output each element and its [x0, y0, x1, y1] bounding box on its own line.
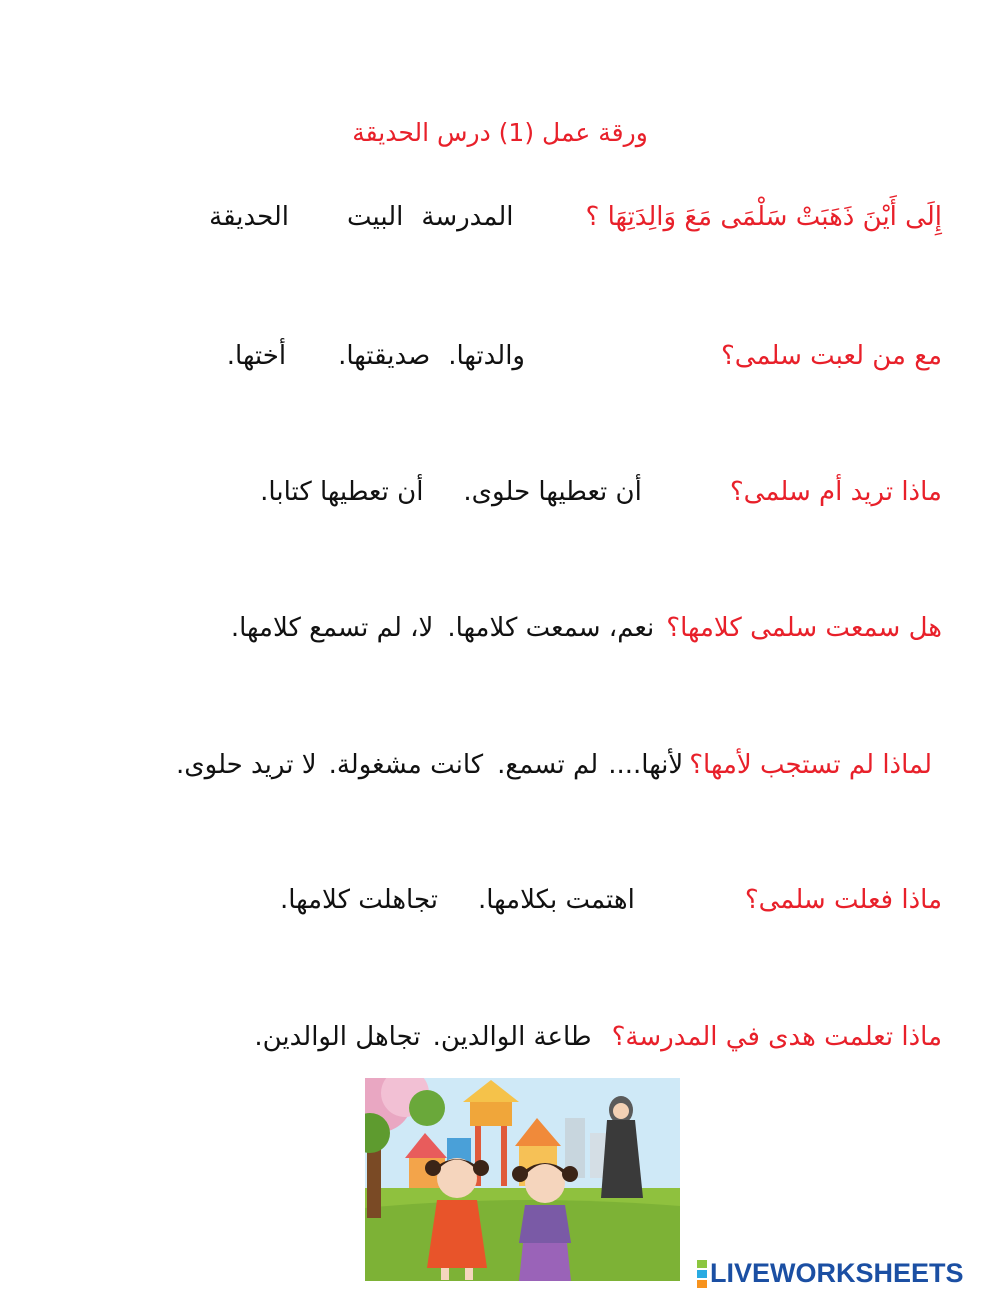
answer-option[interactable]: صديقتها. — [338, 341, 431, 371]
answer-option[interactable]: اهتمت بكلامها. — [478, 885, 635, 915]
question-text: هل سمعت سلمى كلامها؟ — [666, 613, 942, 643]
question-text: لماذا لم تستجب لأمها؟ — [689, 750, 932, 780]
question-text: ماذا فعلت سلمى؟ — [744, 885, 942, 915]
answer-option[interactable]: تجاهلت كلامها. — [279, 885, 438, 915]
answer-option[interactable]: الحديقة — [209, 202, 290, 232]
answer-option[interactable]: المدرسة — [421, 202, 514, 232]
park-illustration — [365, 1078, 680, 1281]
question-row-3 — [260, 477, 942, 507]
liveworksheets-icon — [697, 1259, 707, 1289]
answer-option[interactable]: لا، لم تسمع كلامها. — [230, 613, 434, 643]
question-row-7 — [254, 1022, 942, 1052]
answer-option[interactable]: نعم، سمعت كلامها. — [447, 613, 655, 643]
liveworksheets-logo — [697, 1258, 964, 1289]
question-row-5 — [176, 750, 932, 780]
question-text: ماذا تريد أم سلمى؟ — [729, 477, 942, 507]
answer-option[interactable]: البيت — [347, 202, 404, 232]
brand-text: LIVEWORKSHEETS — [710, 1258, 964, 1288]
answer-option[interactable]: لم تسمع. — [497, 750, 599, 780]
answer-option[interactable]: أن تعطيها كتابا. — [260, 477, 424, 507]
answer-option[interactable]: طاعة الوالدين. — [432, 1022, 592, 1052]
worksheet-title: ورقة عمل (1) درس الحديقة — [352, 118, 648, 147]
answer-option[interactable]: تجاهل الوالدين. — [254, 1022, 421, 1052]
answer-option[interactable]: والدتها. — [448, 341, 525, 371]
question-text: مع من لعبت سلمى؟ — [720, 341, 942, 371]
question-row-1 — [209, 202, 942, 232]
question-row-6 — [280, 885, 942, 915]
question-row-2 — [227, 341, 942, 371]
answer-option[interactable]: أختها. — [226, 341, 287, 371]
answer-option[interactable]: لا تريد حلوى. — [176, 750, 317, 780]
answer-option[interactable]: كانت مشغولة. — [328, 750, 484, 780]
question-text: إِلَى أَيْنَ ذَهَبَتْ سَلْمَى مَعَ وَالِدَتِهَا ؟ — [585, 202, 942, 232]
answer-option[interactable]: أن تعطيها حلوى. — [463, 477, 642, 507]
question-row-4 — [231, 613, 942, 643]
question-text: ماذا تعلمت هدى في المدرسة؟ — [611, 1022, 942, 1052]
answer-prefix: لأنها.... — [608, 750, 684, 780]
